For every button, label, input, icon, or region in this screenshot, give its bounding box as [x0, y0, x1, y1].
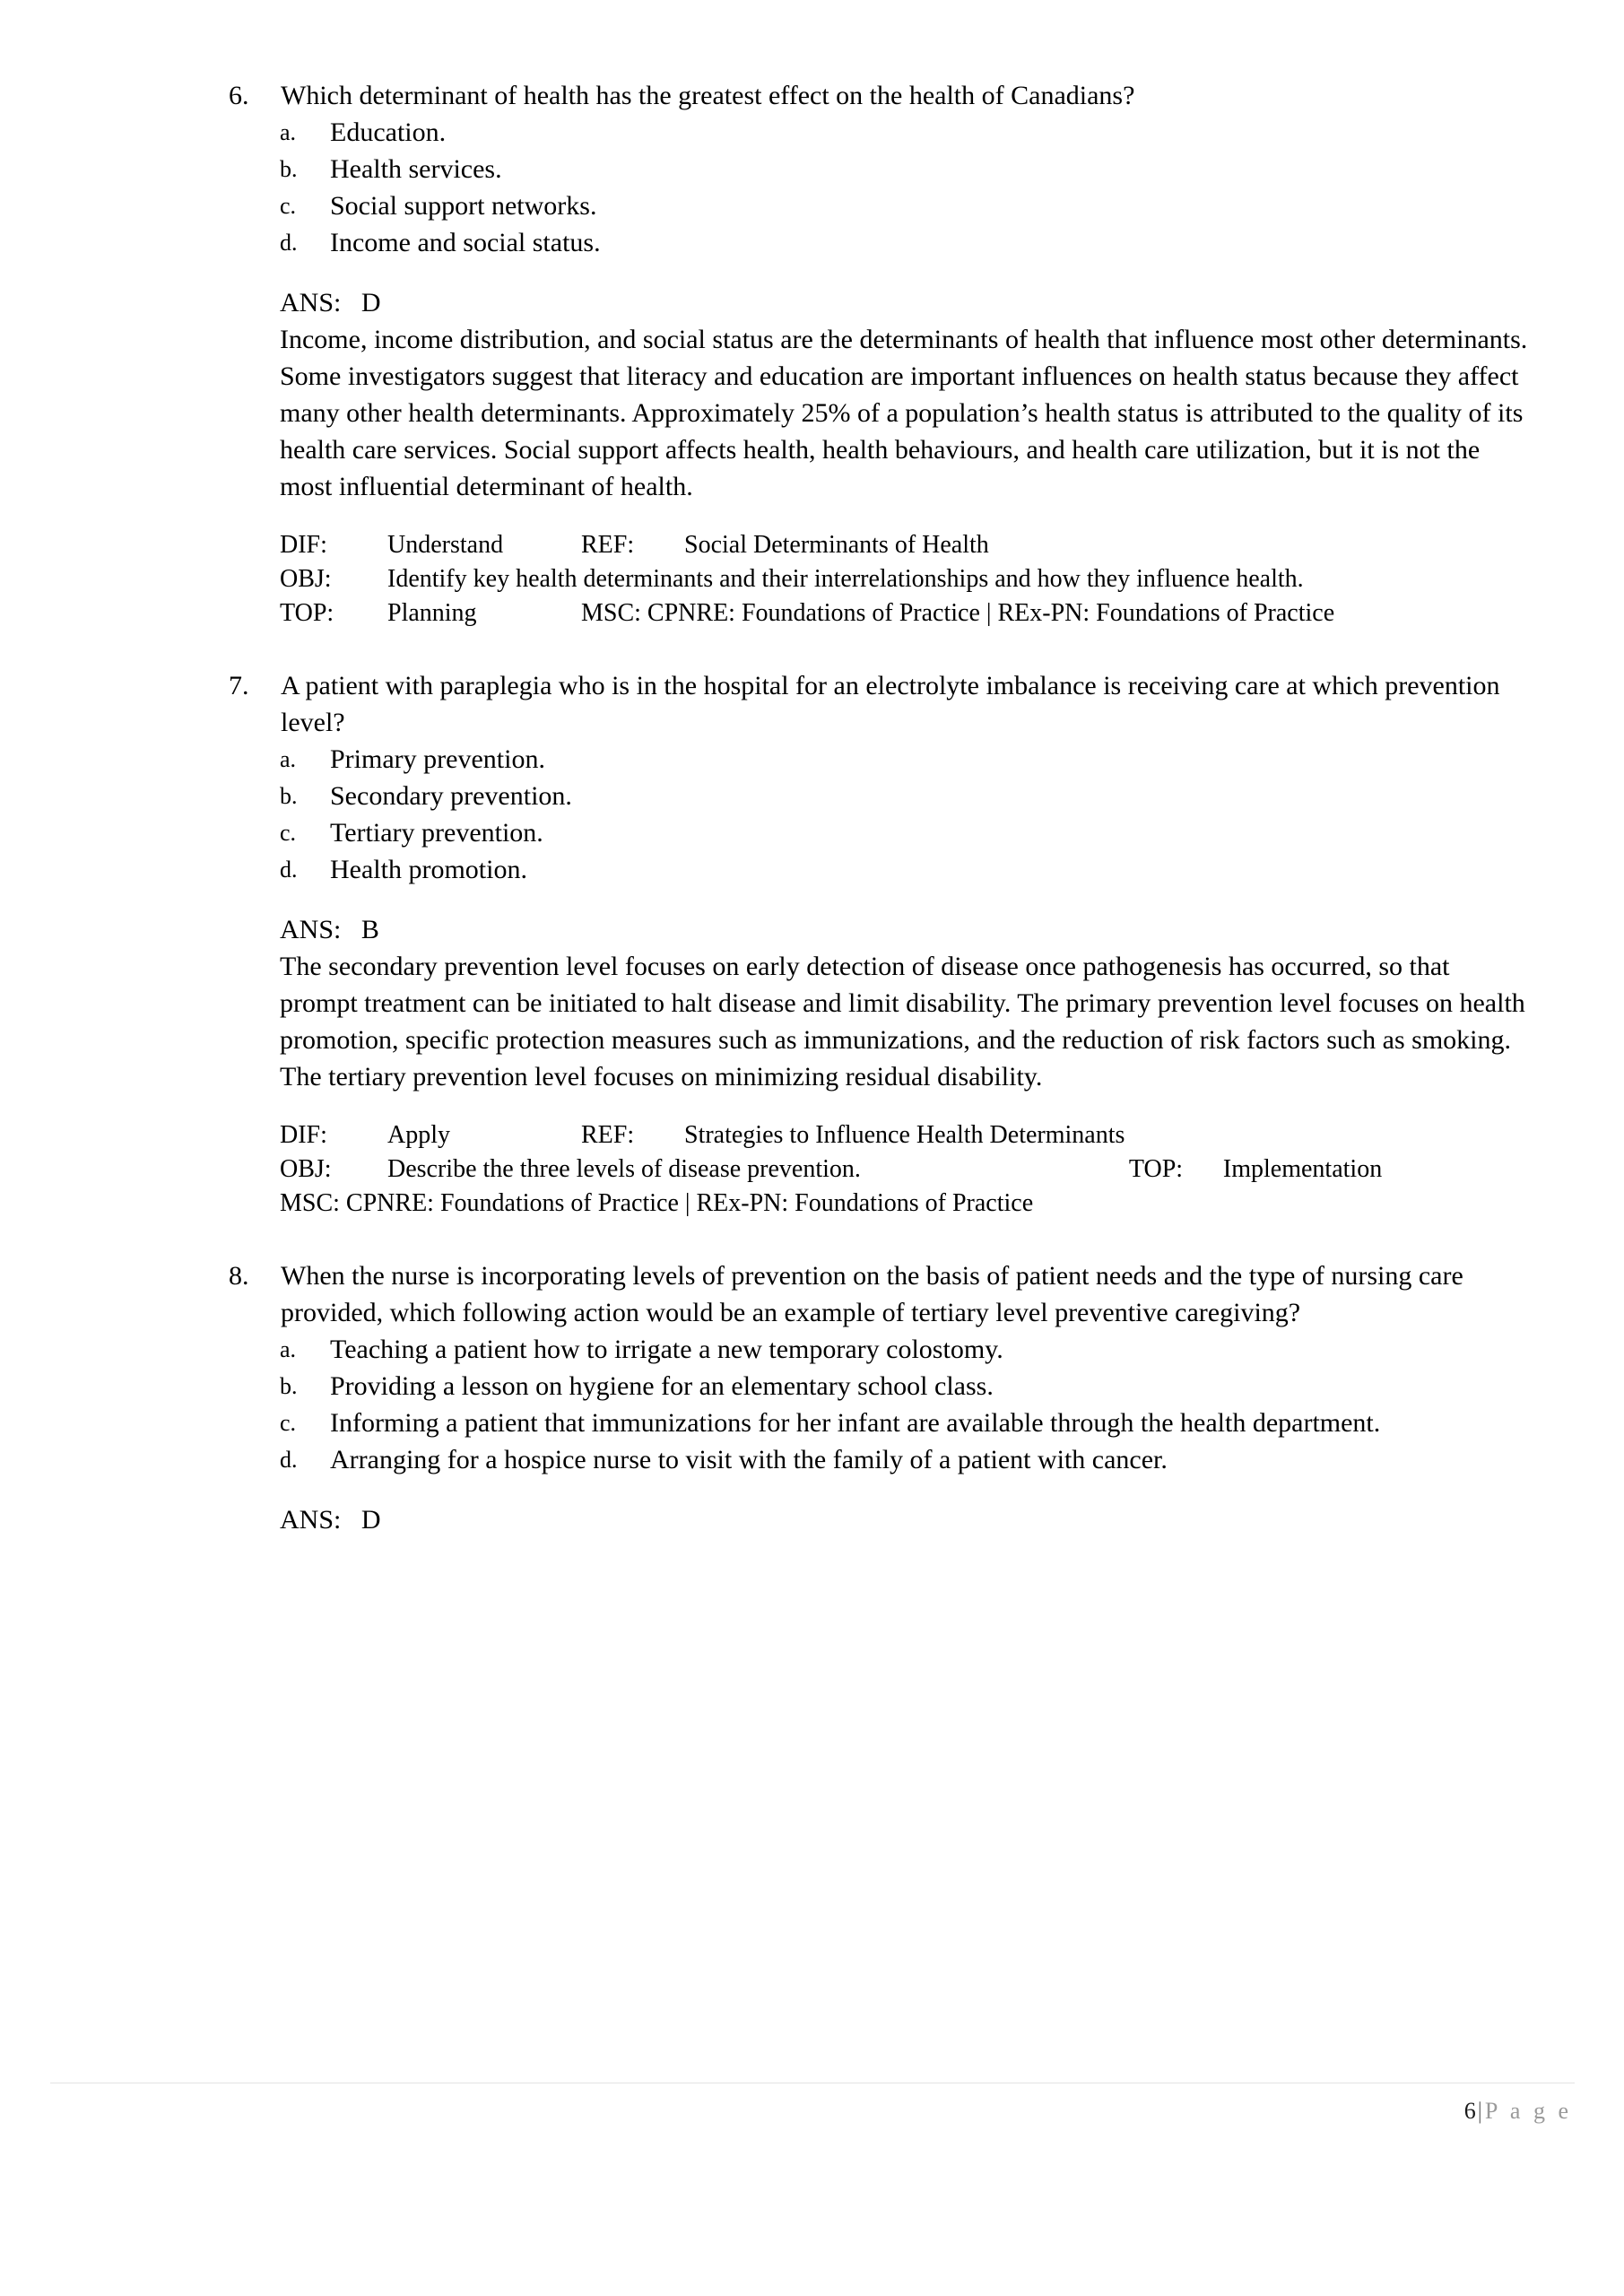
answer-line — [280, 1501, 1529, 1538]
metadata-block — [229, 528, 1529, 631]
answer-line — [280, 911, 1529, 948]
meta-row-obj-top — [280, 1152, 1529, 1187]
options-list — [229, 114, 1529, 261]
meta-row-obj — [280, 562, 1529, 596]
option-letter: d. — [280, 857, 298, 883]
option-item[interactable] — [229, 778, 1529, 814]
option-item[interactable] — [229, 1368, 1529, 1405]
option-text: Primary prevention. — [330, 744, 545, 774]
top-value: Planning — [387, 599, 477, 627]
option-letter: d. — [280, 1447, 298, 1473]
option-text: Arranging for a hospice nurse to visit with the family of a patient with cancer. — [330, 1445, 1168, 1474]
answer-area — [229, 911, 1529, 1095]
answer-line — [280, 284, 1529, 321]
meta-row-dif-ref — [280, 1118, 1529, 1152]
answer-value: D — [360, 1505, 381, 1535]
option-letter: c. — [280, 193, 297, 219]
option-item[interactable] — [229, 741, 1529, 778]
footer-page-word: P a g e — [1484, 2098, 1572, 2124]
answer-area — [229, 284, 1529, 505]
option-letter: b. — [280, 156, 298, 182]
msc-value: MSC: CPNRE: Foundations of Practice | REx-PN: Foundations of Practice — [280, 1189, 1034, 1217]
option-text: Health promotion. — [330, 855, 527, 884]
option-text: Income and social status. — [330, 228, 601, 257]
question-number: 8. — [229, 1261, 249, 1291]
rationale-text: Income, income distribution, and social status are the determinants of health that influence most other determinants. Some investigators suggest that literacy and education are important influences on health status because they affect many other health determinants. Approximately 25% of a population’s health status is attributed to the quality of its health care services. Social support affects health, health behaviours, and health care utilization, but it is not the most influential determinant of health. — [280, 325, 1528, 501]
option-letter: d. — [280, 230, 298, 256]
option-text: Health services. — [330, 154, 502, 184]
option-item[interactable] — [229, 1441, 1529, 1478]
meta-row-msc — [280, 1187, 1529, 1221]
answer-label: ANS: — [280, 1505, 342, 1535]
top-label: TOP: — [280, 599, 334, 627]
option-text: Informing a patient that immunizations for her infant are available through the health department. — [330, 1408, 1381, 1438]
option-text: Secondary prevention. — [330, 781, 572, 811]
option-letter: a. — [280, 1336, 297, 1362]
option-item[interactable] — [229, 851, 1529, 888]
obj-label: OBJ: — [280, 565, 332, 593]
ref-label: REF: — [581, 531, 635, 559]
answer-label: ANS: — [280, 915, 342, 944]
answer-value: D — [360, 288, 381, 317]
page-number: 6 — [1463, 2098, 1478, 2124]
question-text: Which determinant of health has the greatest effect on the health of Canadians? — [281, 81, 1135, 110]
option-text: Tertiary prevention. — [330, 818, 543, 848]
option-letter: c. — [280, 1410, 297, 1436]
options-list — [229, 741, 1529, 888]
metadata-block — [229, 1118, 1529, 1221]
answer-label: ANS: — [280, 288, 342, 317]
option-letter: b. — [280, 783, 298, 809]
options-list — [229, 1331, 1529, 1478]
footer-separator: | — [1477, 2098, 1485, 2124]
msc-value: MSC: CPNRE: Foundations of Practice | REx-PN: Foundations of Practice — [581, 599, 1335, 627]
option-text: Education. — [330, 117, 447, 147]
obj-value: Describe the three levels of disease prevention. — [387, 1155, 861, 1183]
ref-label: REF: — [581, 1121, 635, 1149]
rationale-text: The secondary prevention level focuses on early detection of disease once pathogenesis has occurred, so that prompt treatment can be initiated to halt disease and limit disability. The primary prevention level focuses on health promotion, specific protection measures such as immunizations, and the reduction of risk factors such as smoking. The tertiary prevention level focuses on minimizing residual disability. — [280, 952, 1525, 1091]
option-item[interactable] — [229, 1405, 1529, 1441]
option-letter: a. — [280, 746, 297, 772]
dif-label: DIF: — [280, 1121, 327, 1149]
option-text: Social support networks. — [330, 191, 597, 221]
option-text: Teaching a patient how to irrigate a new temporary colostomy. — [330, 1335, 1003, 1364]
question-text: A patient with paraplegia who is in the hospital for an electrolyte imbalance is receiving care at which prevention level? — [281, 671, 1500, 737]
option-item[interactable] — [229, 151, 1529, 187]
option-item[interactable] — [229, 114, 1529, 151]
option-item[interactable] — [229, 224, 1529, 261]
question-block-7 — [229, 667, 1529, 1221]
top-value: Implementation — [1222, 1155, 1383, 1183]
option-item[interactable] — [229, 814, 1529, 851]
question-number: 6. — [229, 81, 249, 110]
question-block-8 — [229, 1257, 1529, 1538]
ref-value: Social Determinants of Health — [684, 531, 989, 559]
question-number: 7. — [229, 671, 249, 700]
obj-value: Identify key health determinants and their interrelationships and how they influence health. — [387, 565, 1304, 593]
top-label: TOP: — [1128, 1155, 1184, 1183]
meta-row-top-msc — [280, 596, 1529, 631]
option-item[interactable] — [229, 1331, 1529, 1368]
question-stem-row — [229, 667, 1529, 741]
question-block-6 — [229, 77, 1529, 631]
option-letter: a. — [280, 119, 297, 145]
page-footer — [1464, 2096, 1572, 2126]
question-stem-row — [229, 1257, 1529, 1331]
answer-area — [229, 1501, 1529, 1538]
page-content — [229, 77, 1529, 1538]
dif-value: Understand — [387, 531, 504, 559]
dif-value: Apply — [387, 1121, 450, 1149]
question-text: When the nurse is incorporating levels of prevention on the basis of patient needs and the type of nursing care provided, which following action would be an example of tertiary level preventive caregiving? — [281, 1261, 1463, 1327]
dif-label: DIF: — [280, 531, 327, 559]
block-spacer — [229, 631, 1529, 667]
option-letter: c. — [280, 820, 297, 846]
option-item[interactable] — [229, 187, 1529, 224]
obj-label: OBJ: — [280, 1155, 332, 1183]
ref-value: Strategies to Influence Health Determinants — [684, 1121, 1125, 1149]
option-text: Providing a lesson on hygiene for an elementary school class. — [330, 1371, 994, 1401]
answer-value: B — [360, 915, 379, 944]
option-letter: b. — [280, 1373, 298, 1399]
block-spacer — [229, 1221, 1529, 1257]
question-stem-row — [229, 77, 1529, 114]
meta-row-dif-ref — [280, 528, 1529, 562]
